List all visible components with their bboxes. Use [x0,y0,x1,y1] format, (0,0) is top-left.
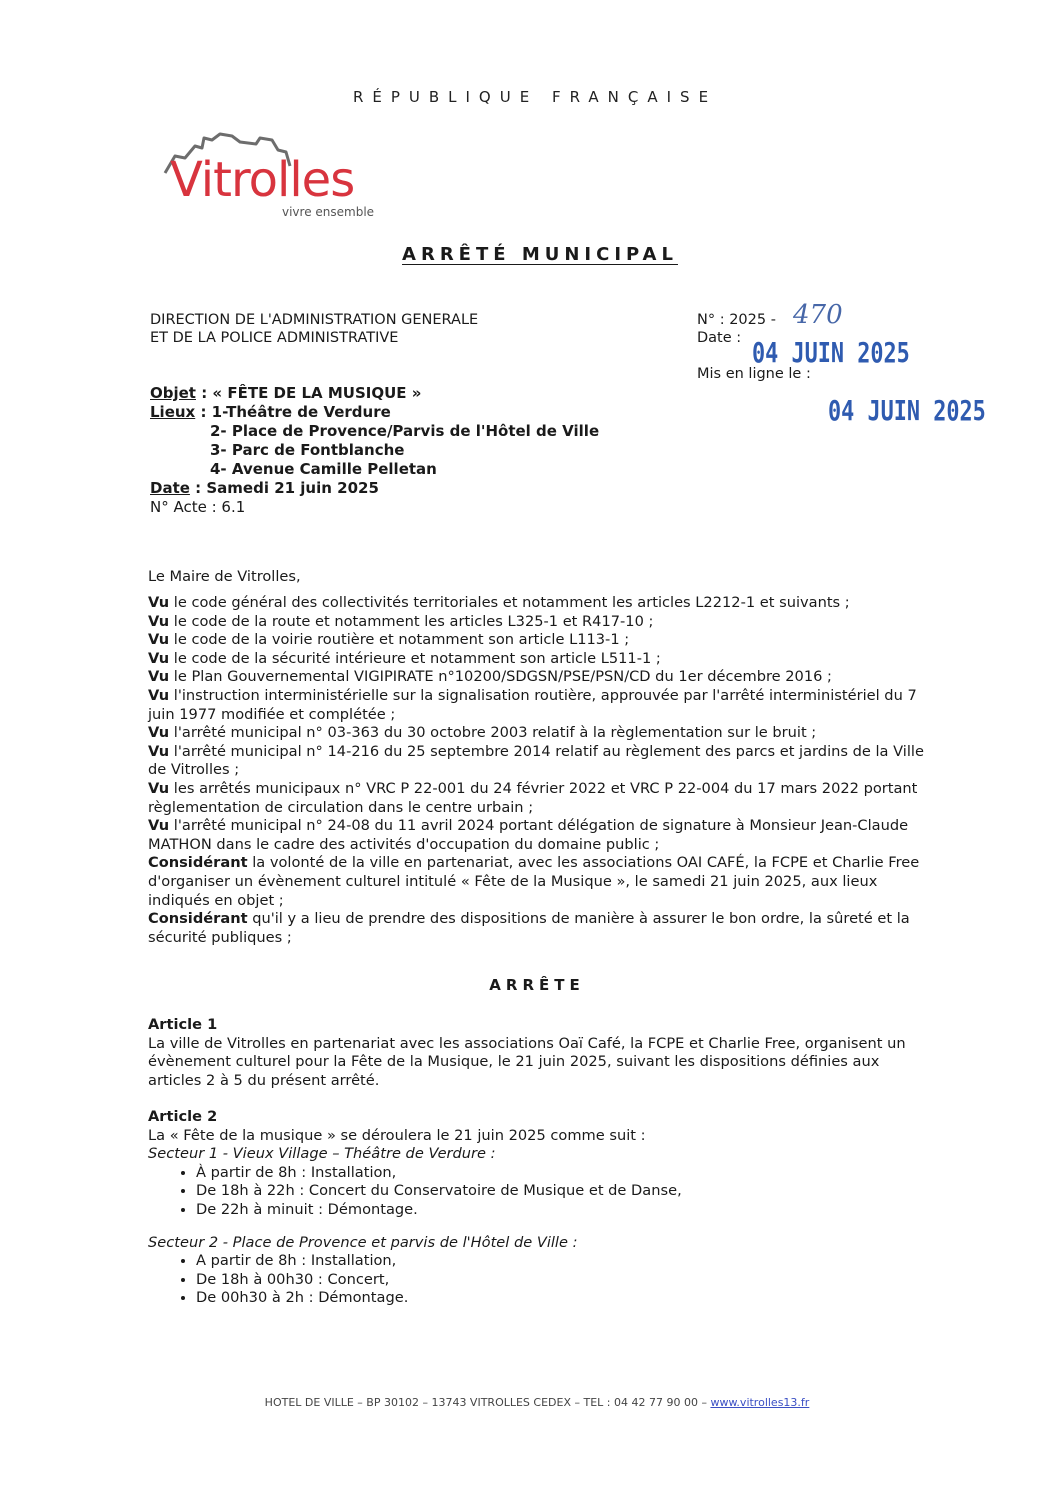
date-label: Date : [697,330,742,346]
date-field-value: : Samedi 21 juin 2025 [189,479,379,497]
salutation: Le Maire de Vitrolles, [148,568,301,585]
logo-tagline: vivre ensemble [282,205,375,219]
objet-label: Objet [150,384,196,402]
visa-item: Vu le Plan Gouvernemental VIGIPIRATE n°10200/SDGSN/PSE/PSN/CD du 1er décembre 2016 ; [148,668,832,686]
list-item: • De 18h à 00h30 : Concert, [196,1271,928,1290]
handwritten-number: 470 [793,300,843,330]
considerant-item: Considérant qu'il y a lieu de prendre des dispositions de manière à assurer le bon ordre, la sûreté et la sécurité publiques ; [148,910,910,946]
objet-value: : « FÊTE DE LA MUSIQUE » [195,384,422,402]
online-label: Mis en ligne le : [697,366,811,382]
lieux-first: : 1-Théâtre de Verdure [195,403,391,421]
visa-item: Vu le code de la route et notamment les articles L325-1 et R417-10 ; [148,612,654,630]
direction-block [150,311,478,347]
article-1 [148,1016,928,1090]
number-label: N° : 2025 - [697,312,776,328]
sector-2-list [148,1252,928,1308]
visa-item: Vu le code de la sécurité intérieure et notamment son article L511-1 ; [148,649,661,667]
online-date-stamp: 04 JUIN 2025 [828,394,986,427]
list-item: • A partir de 8h : Installation, [196,1252,928,1271]
footer [0,1396,1058,1409]
visa-item: Vu le code de la voirie routière et notamment son article L113-1 ; [148,631,630,649]
list-item: • De 22h à minuit : Démontage. [196,1201,928,1220]
visas-list [148,594,928,947]
acte-number: N° Acte : 6.1 [150,498,246,516]
article-2 [148,1108,928,1308]
footer-address: HOTEL DE VILLE – BP 30102 – 13743 VITROLLES CEDEX – TEL : 04 42 77 90 00 – [264,1396,711,1409]
visa-item: Vu les arrêtés municipaux n° VRC P 22-001 du 24 février 2022 et VRC P 22-004 du 17 mars 2022 portant règlementation de circulation dans le centre urbain ; [148,779,918,816]
republique-header: RÉPUBLIQUE FRANÇAISE [352,88,718,106]
visa-item: Vu le code général des collectivités territoriales et notamment les articles L2212-1 et suivants ; [148,594,850,611]
visa-item: Vu l'arrêté municipal n° 14-216 du 25 septembre 2014 relatif au règlement des parcs et jardins de la Ville de Vitrolles ; [148,742,924,779]
visa-item: Vu l'arrêté municipal n° 03-363 du 30 octobre 2003 relatif à la règlementation sur le bruit ; [148,724,817,742]
lieu-item: 2- Place de Provence/Parvis de l'Hôtel de Ville [210,422,600,440]
article-2-title: Article 2 [148,1108,218,1125]
date-field-label: Date [150,479,190,497]
direction-line-2: ET DE LA POLICE ADMINISTRATIVE [150,330,399,346]
list-item: • De 18h à 22h : Concert du Conservatoire de Musique et de Danse, [196,1182,928,1201]
lieux-label: Lieux [150,403,196,421]
direction-line-1: DIRECTION DE L'ADMINISTRATION GENERALE [150,312,479,328]
visa-item: Vu l'arrêté municipal n° 24-08 du 11 avril 2024 portant délégation de signature à Monsieur Jean-Claude MATHON dans le cadre des activités d'occupation du domaine public ; [148,817,909,853]
date-stamp: 04 JUIN 2025 [752,336,910,369]
considerant-item: Considérant la volonté de la ville en partenariat, avec les associations OAI CAFÉ, la FCPE et Charlie Free d'organiser un évènement culturel intitulé « Fête de la Musique », le samedi 21 juin 2025, aux lieux indiqués en objet ; [148,854,920,909]
sector-1-title: Secteur 1 - Vieux Village – Théâtre de Verdure : [148,1145,496,1163]
objet-block [150,384,599,517]
website-link[interactable]: www.vitrolles13.fr [710,1396,810,1409]
logo-wordmark: Vitrolles [170,152,355,208]
arrete-heading: ARRÊTE [489,976,585,994]
sector-1-list [148,1164,928,1220]
document-title: ARRÊTÉ MUNICIPAL [402,244,678,265]
visa-item: Vu l'instruction interministérielle sur la signalisation routière, approuvée par l'arrêté interministériel du 7 juin 1977 modifiée et complétée ; [148,686,917,723]
article-2-intro: La « Fête de la musique » se déroulera le 21 juin 2025 comme suit : [148,1126,646,1144]
list-item: • À partir de 8h : Installation, [196,1164,928,1183]
sector-2-title: Secteur 2 - Place de Provence et parvis de l'Hôtel de Ville : [148,1233,578,1251]
lieu-item: 3- Parc de Fontblanche [210,441,405,459]
article-1-text: La ville de Vitrolles en partenariat avec les associations Oaï Café, la FCPE et Charlie Free, organisent un évènement culturel pour la Fête de la Musique, le 21 juin 2025, suivant les dispositions définies aux articles 2 à 5 du présent arrêté. [148,1034,906,1089]
article-1-title: Article 1 [148,1016,218,1033]
lieu-item: 4- Avenue Camille Pelletan [210,460,437,478]
list-item: • De 00h30 à 2h : Démontage. [196,1289,928,1308]
